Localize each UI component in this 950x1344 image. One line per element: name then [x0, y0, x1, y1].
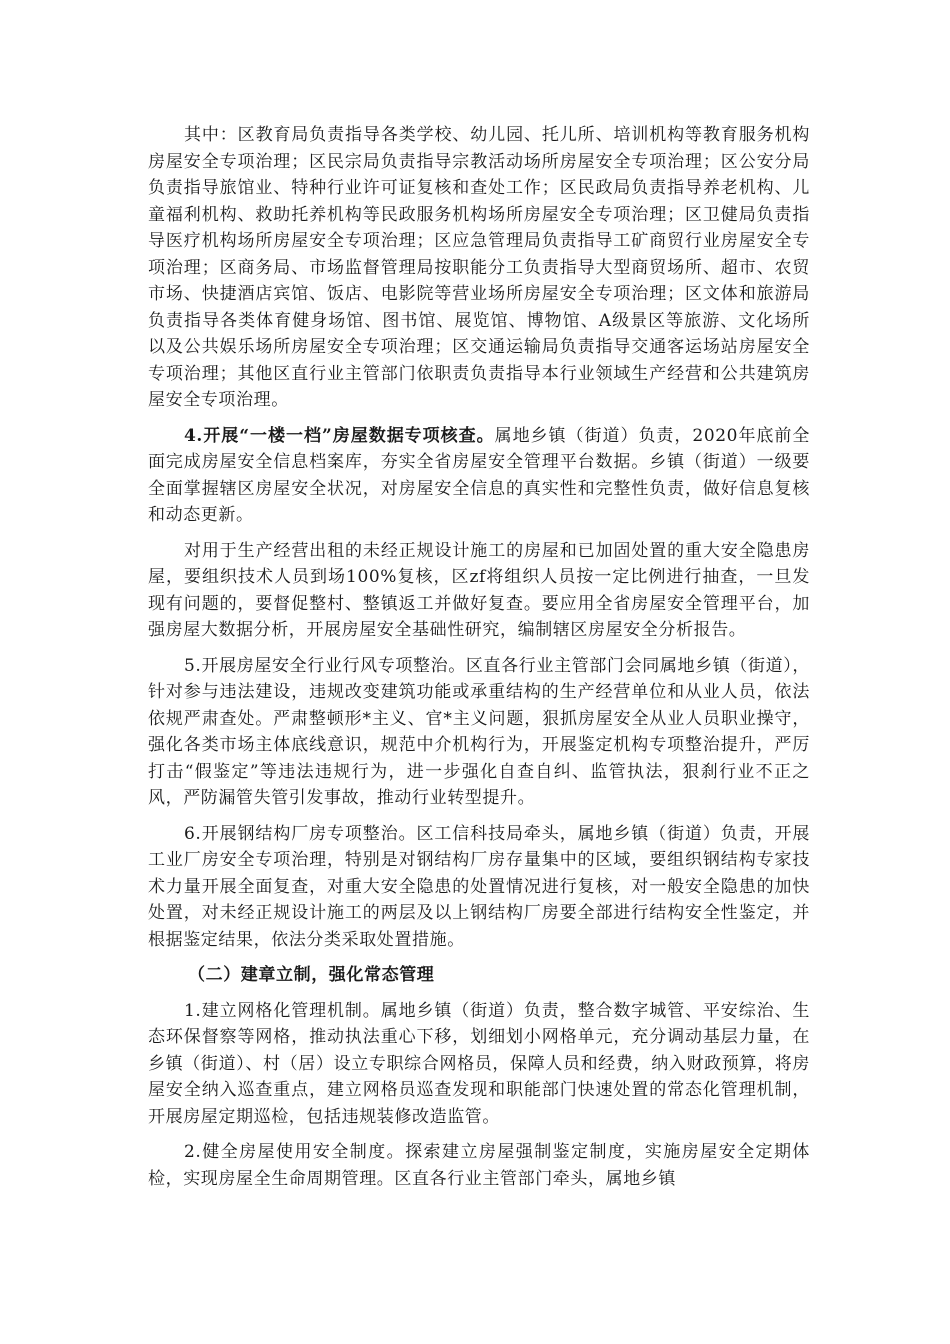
paragraph-responsibilities: 其中：区教育局负责指导各类学校、幼儿园、托儿所、培训机构等教育服务机构房屋安全专项治理；区民宗局负责指导宗教活动场所房屋安全专项治理；区公安分局负责指导旅馆业、特种行业许可证复核和查处工作；区民政局负责指导养老机构、儿童福利机构、救助托养机构等民政服务机构场所房屋安全专项治理；区卫健局负责指导医疗机构场所房屋安全专项治理；区应急管理局负责指导工矿商贸行业房屋安全专项治理；区商务局、市场监督管理局按职能分工负责指导大型商贸场所、超市、农贸市场、快捷酒店宾馆、饭店、电影院等营业场所房屋安全专项治理；区文体和旅游局负责指导各类体育健身场馆、图书馆、展览馆、博物馆、A级景区等旅游、文化场所以及公共娱乐场所房屋安全专项治理；区交通运输局负责指导交通客运场站房屋安全专项治理；其他区直行业主管部门依职责负责指导本行业领域生产经营和公共建筑房屋安全专项治理。 — [148, 125, 810, 410]
item-4-body: 属地乡镇（街道）负责，2020年底前全面完成房屋安全信息档案库，夯实全省房屋安全管理平台数据。乡镇（街道）一级要全面掌握辖区房屋安全状况，对房屋安全信息的真实性和完整性负责，做好信息复核和动态更新。 — [148, 425, 810, 525]
paragraph-item-5: 5.开展房屋安全行业行风专项整治。区直各行业主管部门会同属地乡镇（街道），针对参与违法建设，违规改变建筑功能或承重结构的生产经营单位和从业人员，依法依规严肃查处。严肃整顿形*主义、官*主义问题，狠抓房屋安全从业人员职业操守，强化各类市场主体底线意识，规范中介机构行为，开展鉴定机构专项整治提升，严厉打击“假鉴定”等违法违规行为，进一步强化自查自纠、监管执法，狠刹行业不正之风，严防漏管失管引发事故，推动行业转型提升。 — [148, 655, 810, 808]
paragraph-recheck: 对用于生产经营出租的未经正规设计施工的房屋和已加固处置的重大安全隐患房屋，要组织技术人员到场100%复核，区zf将组织人员按一定比例进行抽查，一旦发现有问题的，要督促整村、整镇返工并做好复查。要应用全省房屋安全管理平台，加强房屋大数据分析，开展房屋安全基础性研究，编制辖区房屋安全分析报告。 — [148, 540, 810, 640]
paragraph-safety-system: 2.健全房屋使用安全制度。探索建立房屋强制鉴定制度，实施房屋安全定期体检，实现房屋全生命周期管理。区直各行业主管部门牵头，属地乡镇 — [148, 1142, 810, 1189]
document-page — [148, 122, 810, 1192]
section-heading-2: （二）建章立制，强化常态管理 — [188, 965, 435, 985]
paragraph-grid-management: 1.建立网格化管理机制。属地乡镇（街道）负责，整合数字城管、平安综治、生态环保督察等网格，推动执法重心下移，划细划小网格单元，充分调动基层力量，在乡镇（街道）、村（居）设立专职综合网格员，保障人员和经费，纳入财政预算，将房屋安全纳入巡查重点，建立网格员巡查发现和职能部门快速处置的常态化管理机制，开展房屋定期巡检，包括违规装修改造监管。 — [148, 1000, 810, 1127]
item-4-heading: 4.开展“一楼一档”房屋数据专项核查。 — [184, 425, 495, 446]
paragraph-item-4 — [148, 423, 810, 529]
paragraph-item-6: 6.开展钢结构厂房专项整治。区工信科技局牵头，属地乡镇（街道）负责，开展工业厂房安全专项治理，特别是对钢结构厂房存量集中的区域，要组织钢结构专家技术力量开展全面复查，对重大安全隐患的处置情况进行复核，对一般安全隐患的加快处置，对未经正规设计施工的两层及以上钢结构厂房要全部进行结构安全性鉴定，并根据鉴定结果，依法分类采取处置措施。 — [148, 823, 810, 950]
